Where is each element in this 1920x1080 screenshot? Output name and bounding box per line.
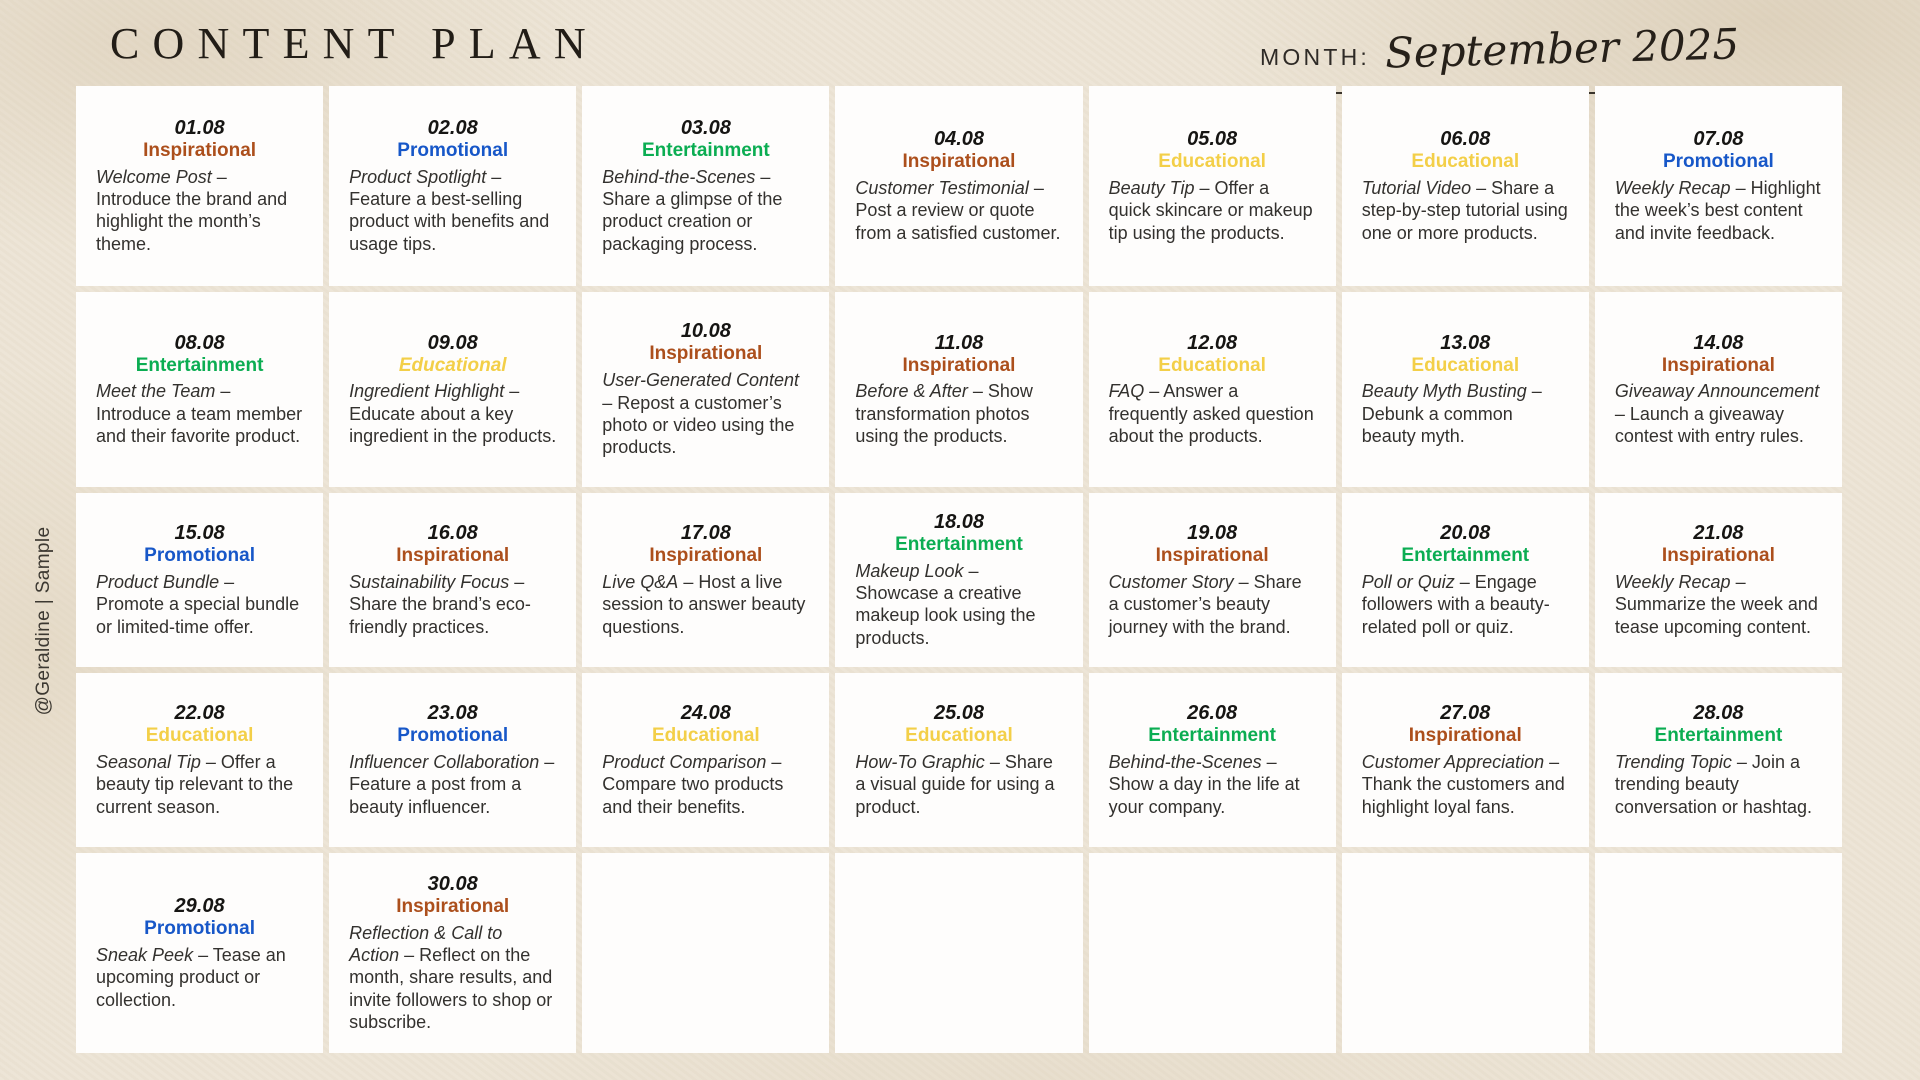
card-category: Inspirational — [902, 354, 1016, 376]
card-category: Educational — [1158, 151, 1266, 173]
card-category: Inspirational — [902, 151, 1016, 173]
card-description: FAQ – Answer a frequently asked question about the products. — [1108, 381, 1314, 447]
calendar-card — [835, 86, 1082, 286]
calendar-card — [1089, 673, 1336, 847]
card-description: Makeup Look – Showcase a creative makeup look using the products. — [855, 560, 1036, 648]
card-category: Inspirational — [649, 343, 763, 365]
card-date: 29.08 — [174, 895, 225, 918]
card-date: 30.08 — [427, 872, 478, 895]
card-category: Entertainment — [135, 354, 264, 376]
card-date: 10.08 — [680, 320, 731, 343]
card-category: Entertainment — [1401, 545, 1530, 567]
card-description: Product Spotlight – Feature a best-selling product with benefits and usage tips. — [349, 166, 550, 254]
card-category: Inspirational — [396, 895, 510, 917]
card-date: 25.08 — [933, 702, 985, 725]
card-description: Product Comparison – Compare two products and their benefits. — [602, 751, 784, 817]
card-post-title: Sustainability Focus — [349, 571, 510, 592]
calendar-card — [835, 673, 1082, 847]
card-post-title: Product Spotlight — [349, 166, 487, 187]
calendar-card — [329, 493, 576, 667]
card-date: 20.08 — [1440, 522, 1491, 545]
card-category: Educational — [1411, 151, 1520, 173]
month-value: September 2025 — [1384, 19, 1740, 78]
calendar-card — [1342, 493, 1589, 667]
card-post-title: Live Q&A — [602, 571, 679, 592]
card-post-title: Product Bundle — [96, 571, 220, 592]
card-post-title: Welcome Post — [96, 166, 212, 187]
card-description: Giveaway Announcement – Launch a giveaway contest with entry rules. — [1614, 381, 1820, 447]
card-description: Tutorial Video – Share a step-by-step tutorial using one or more products. — [1361, 177, 1568, 243]
card-category: Educational — [145, 725, 254, 747]
calendar-card — [76, 292, 323, 487]
card-description: Customer Appreciation – Thank the customers and highlight loyal fans. — [1361, 751, 1565, 817]
card-category: Promotional — [144, 545, 255, 567]
card-date: 15.08 — [174, 522, 225, 545]
card-description: Poll or Quiz – Engage followers with a beauty-related poll or quiz. — [1361, 571, 1550, 637]
card-post-title: Beauty Myth Busting — [1361, 381, 1527, 402]
card-category: Entertainment — [1148, 725, 1276, 747]
card-post-title: Weekly Recap — [1614, 177, 1731, 198]
calendar-card — [835, 292, 1082, 487]
card-date: 16.08 — [427, 522, 478, 545]
card-description: Influencer Collaboration – Feature a post from a beauty influencer. — [349, 751, 555, 817]
card-description: Customer Testimonial – Post a review or quote from a satisfied customer. — [855, 177, 1061, 243]
card-post-title: Sneak Peek — [96, 944, 194, 965]
card-category: Entertainment — [1654, 725, 1783, 747]
calendar-card — [76, 86, 323, 286]
card-description: Weekly Recap – Highlight the week’s best content and invite feedback. — [1614, 177, 1821, 243]
card-post-title: FAQ — [1108, 381, 1145, 402]
card-description: Weekly Recap – Summarize the week and tease upcoming content. — [1614, 571, 1818, 637]
calendar-card-empty — [835, 853, 1082, 1053]
calendar-card — [582, 493, 829, 667]
card-category: Entertainment — [895, 533, 1023, 555]
card-post-title: Before & After — [855, 381, 968, 402]
card-category: Inspirational — [1408, 725, 1522, 747]
card-description: Sustainability Focus – Share the brand’s eco-friendly practices. — [349, 571, 531, 637]
card-category: Educational — [398, 354, 507, 376]
card-description: Product Bundle – Promote a special bundle or limited-time offer. — [96, 571, 300, 637]
calendar-card-empty — [1342, 853, 1589, 1053]
card-category: Inspirational — [1661, 354, 1775, 376]
card-description: Beauty Myth Busting – Debunk a common beauty myth. — [1361, 381, 1542, 447]
card-post-title: Beauty Tip — [1108, 177, 1195, 198]
card-post-title: Giveaway Announcement — [1614, 381, 1820, 402]
card-category: Entertainment — [641, 139, 770, 161]
card-post-title: Trending Topic — [1614, 751, 1732, 772]
card-date: 03.08 — [680, 116, 731, 139]
card-date: 01.08 — [174, 116, 225, 139]
calendar-card — [582, 673, 829, 847]
card-date: 22.08 — [174, 702, 225, 725]
card-date: 27.08 — [1440, 702, 1491, 725]
card-date: 11.08 — [934, 331, 984, 354]
card-post-title: Poll or Quiz — [1361, 571, 1455, 592]
card-post-title: Customer Appreciation — [1361, 751, 1545, 772]
card-category: Educational — [1158, 354, 1266, 376]
card-description: Ingredient Highlight – Educate about a key ingredient in the products. — [349, 381, 557, 447]
card-post-title: Behind-the-Scenes — [1108, 751, 1262, 772]
card-post-title: Customer Testimonial — [855, 177, 1029, 198]
card-post-title: Seasonal Tip — [96, 751, 201, 772]
card-category: Inspirational — [1661, 545, 1775, 567]
card-post-title: Weekly Recap — [1614, 571, 1731, 592]
card-post-title: Influencer Collaboration — [349, 751, 540, 772]
card-post-title: User-Generated Content — [602, 370, 800, 391]
card-date: 07.08 — [1693, 128, 1744, 151]
card-description: Customer Story – Share a customer’s beauty journey with the brand. — [1108, 571, 1302, 637]
card-description: Welcome Post – Introduce the brand and highlight the month’s theme. — [96, 166, 288, 254]
card-description: Beauty Tip – Offer a quick skincare or makeup tip using the products. — [1108, 177, 1313, 243]
calendar-card-empty — [1595, 853, 1842, 1053]
card-description: Behind-the-Scenes – Share a glimpse of the product creation or packaging process. — [602, 166, 783, 254]
calendar-card-empty — [582, 853, 829, 1053]
card-category: Promotional — [144, 918, 255, 940]
month-label: MONTH: — [1260, 44, 1371, 70]
card-category: Educational — [652, 725, 760, 747]
card-date: 17.08 — [680, 522, 731, 545]
calendar-card — [329, 292, 576, 487]
calendar-card — [1595, 292, 1842, 487]
card-post-title: Tutorial Video — [1361, 177, 1472, 198]
card-category: Promotional — [397, 725, 509, 747]
card-description: Behind-the-Scenes – Show a day in the life at your company. — [1108, 751, 1300, 817]
card-description: Meet the Team – Introduce a team member and their favorite product. — [96, 381, 303, 447]
calendar-card — [329, 86, 576, 286]
calendar-card — [582, 292, 829, 487]
card-category: Promotional — [1662, 151, 1774, 173]
calendar-card — [1595, 673, 1842, 847]
card-category: Educational — [905, 725, 1013, 747]
watermark: @Geraldine | Sample — [33, 526, 54, 716]
card-description: Trending Topic – Join a trending beauty conversation or hashtag. — [1614, 751, 1812, 817]
card-date: 09.08 — [427, 331, 478, 354]
calendar-grid — [76, 86, 1842, 1053]
card-date: 02.08 — [427, 116, 478, 139]
card-date: 04.08 — [933, 128, 985, 151]
card-post-title: Meet the Team — [96, 381, 216, 402]
card-post-title: How-To Graphic — [855, 751, 985, 772]
card-description: Before & After – Show transformation photos using the products. — [855, 381, 1033, 447]
card-date: 05.08 — [1187, 128, 1238, 151]
calendar-card — [1595, 493, 1842, 667]
card-description: Live Q&A – Host a live session to answer beauty questions. — [602, 571, 806, 637]
calendar-card — [1089, 493, 1336, 667]
card-category: Inspirational — [649, 545, 763, 567]
calendar-card — [76, 493, 323, 667]
calendar-card — [329, 853, 576, 1053]
calendar-card — [76, 673, 323, 847]
card-date: 28.08 — [1693, 702, 1744, 725]
card-post-title: Makeup Look — [855, 560, 964, 581]
calendar-card — [1342, 673, 1589, 847]
calendar-card — [1089, 292, 1336, 487]
month-header — [1260, 19, 1740, 90]
card-category: Inspirational — [143, 139, 257, 161]
card-post-title: Product Comparison — [602, 751, 767, 772]
card-category: Inspirational — [396, 545, 510, 567]
calendar-card — [1342, 292, 1589, 487]
card-date: 21.08 — [1693, 522, 1744, 545]
calendar-card — [1595, 86, 1842, 286]
card-date: 14.08 — [1693, 331, 1744, 354]
card-date: 26.08 — [1187, 702, 1238, 725]
calendar-card — [76, 853, 323, 1053]
card-category: Educational — [1411, 354, 1520, 376]
card-post-title: Behind-the-Scenes — [602, 166, 756, 187]
calendar-card — [582, 86, 829, 286]
page-title: CONTENT PLAN — [110, 19, 599, 68]
calendar-card — [329, 673, 576, 847]
card-post-title: Reflection & Call to Action — [349, 922, 503, 965]
card-date: 19.08 — [1187, 522, 1238, 545]
card-description: Seasonal Tip – Offer a beauty tip relevant to the current season. — [96, 751, 294, 817]
card-post-title: Customer Story — [1108, 571, 1234, 592]
card-date: 18.08 — [933, 510, 985, 533]
calendar-card — [1089, 86, 1336, 286]
calendar-card — [1342, 86, 1589, 286]
calendar-card-empty — [1089, 853, 1336, 1053]
card-description: Sneak Peek – Tease an upcoming product or collection. — [96, 944, 286, 1010]
card-date: 08.08 — [174, 331, 225, 354]
card-description: Reflection & Call to Action – Reflect on the month, share results, and invite followers to shop or subscribe. — [349, 922, 553, 1032]
card-date: 23.08 — [427, 702, 478, 725]
calendar-card — [835, 493, 1082, 667]
card-post-title: Ingredient Highlight — [349, 381, 505, 402]
card-date: 24.08 — [680, 702, 731, 725]
card-category: Inspirational — [1155, 545, 1269, 567]
card-date: 06.08 — [1440, 128, 1491, 151]
card-date: 13.08 — [1440, 331, 1491, 354]
card-category: Promotional — [397, 139, 509, 161]
card-description: How-To Graphic – Share a visual guide for using a product. — [855, 751, 1055, 817]
card-description: User-Generated Content – Repost a customer’s photo or video using the products. — [602, 370, 800, 458]
card-date: 12.08 — [1187, 331, 1238, 354]
